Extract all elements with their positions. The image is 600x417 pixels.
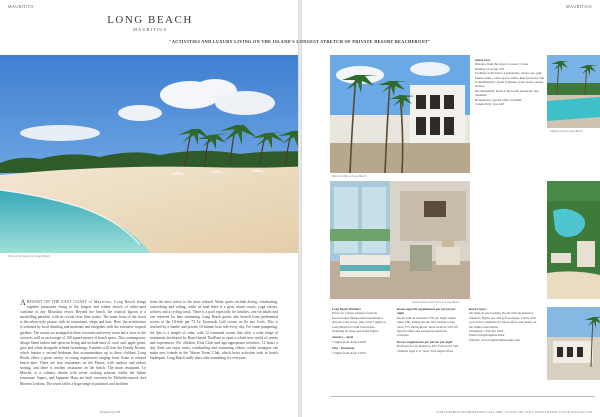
article-subtitle-text: MAURITIUS: [132, 27, 167, 32]
season-price: 7 nights from about £1979: [332, 350, 366, 355]
folio-left: Experience 88: [100, 410, 121, 414]
season-price: 7 nights from about £2199: [332, 339, 366, 344]
season-label: May - December: [332, 346, 355, 351]
right-page: [302, 0, 600, 417]
resort-specs-line: Website: www.longbeachmauritius.com: [469, 337, 520, 342]
resort-specs-line: Email: info@longbeach.mu: [469, 333, 505, 338]
article-lead: RESORT ON THE EAST COAST of Mauritius, Long Beach: [26, 300, 136, 304]
quick-facts-line: Complimentary: beach activities, water sports, tennis, archery: [475, 80, 544, 89]
quick-facts: [475, 58, 545, 106]
drop-cap: A: [20, 298, 26, 307]
beach-photo-caption: View of the beach at Long Beach: [8, 254, 50, 258]
quick-facts-line: Number of rooms: 255: [475, 66, 505, 71]
quick-facts-line: Recommended: lunch at the beach restaurant, Spa treatment: [475, 88, 539, 98]
room-supplements: [397, 307, 459, 353]
resort-specs: [469, 307, 539, 342]
resort-specs-heading: Resort Specs: [469, 307, 487, 311]
resort-specs-line: Telephone: +230 401 1919: [469, 329, 504, 334]
holiday-pricing: [332, 307, 387, 355]
quick-facts-line: Distance from the airport to resort: 1 hour: [475, 62, 529, 67]
quick-facts-line: Connectivity: free wifi: [475, 102, 505, 107]
folio-right: FOR FURTHER INFORMATION CALL 0800 123 4567 OR VISIT WWW.TRAVEL.CO.UK Experience 89: [436, 410, 592, 414]
article-title: [0, 14, 600, 26]
room-photo-caption: Deluxe Room Pool View at Long Beach: [412, 300, 460, 304]
beach-photo: [0, 55, 298, 253]
quick-facts-line: Honeymoon: special offers available: [475, 97, 522, 102]
footer-rule: [330, 396, 595, 397]
resort-specs-text: All items in one booking. Room with all-inclusive, transfers, flights, spa and golf packages. Check with your travel consultant for latest offers, and details on the online reservations.: [469, 311, 537, 329]
article-column-1: [20, 300, 146, 387]
room-supplements-text: Room with all-inclusive: £50 per night. Junior Suite: £80. Family Room: £60. Deluxe ocean view: £75. Honeymoon: bride receives 50% off. Special offers and seasonal promotions available.: [397, 315, 459, 338]
room-photo: [330, 181, 470, 299]
holiday-pricing-heading: Long Beach Holidays: [332, 307, 362, 311]
resort-supplements-heading: Resort supplements per person per night: [397, 339, 453, 344]
section-label-left: MAURITIUS: [8, 4, 34, 9]
article-col1-text: brings together passionate living to the longest and widest stretch of white-sand coastline of any Mauritius resort. Beyond the beach, the tropical lagoon is a snorkelling paradise, with its crystal clear blue waters. The main focus of the resort is the urban-style piazza, with its restaurants, shops and bars. Here, the architecture is softened by local detailing and materials and integrates with the extensive tropical gardens. The rooms are arranged in three crescents and every room has a view of the ocean as well as an average of 100 square metres of beach space. This contemporary design blend indoor and open-air living and include hues of coral and, apple green, grey and white alongside refined furnishings. Families will love the Family Rooms, which feature a second bedroom that accommodates up to three children. Long Beach offers a great variety of eating experiences ranging from Asian to relaxed beach dine. There are four restaurants on the Piazza, with outdoor and indoor seating, and there is another restaurant on the beach. The main restaurant, Le Marché, is a culinary theatre with seven cooking stations, whilst the Italian restaurant, Sapori, and Japanese Hasu are both overseen by Michelin-starred chef Moreno Cedroni. The resort offers a huge range of pastimes and facilities: [20, 300, 146, 386]
section-label-right: MAURITIUS: [566, 4, 592, 9]
resort-building-caption: Resort Lobby at Long Beach: [332, 174, 367, 178]
resort-building-photo: [330, 55, 470, 173]
left-page: [0, 0, 298, 417]
holiday-pricing-text: Prices for private transfers from Sir Seewoosagur Ramgoolam International Airport to the resort, plus a full 7 nights at Long Beach on a half board basis, including all taxes and return flights.: [332, 311, 386, 334]
article-title-text: LONG BEACH: [107, 14, 193, 26]
room-supplements-heading: Room upgrade supplements per person per night: [397, 307, 456, 316]
quick-facts-heading: Quick facts: [475, 58, 491, 62]
aerial-photo: [547, 181, 600, 299]
pool-photo-caption: Infinity pool at Long Beach: [550, 129, 583, 133]
article-subtitle: [0, 27, 600, 32]
article-tagline: "ACTIVITIES AND LUXURY LIVING ON THE ISLAND'S LONGEST STRETCH OF PRIVATE RESORT BEACHFRONT": [169, 39, 431, 44]
villa-photo: [547, 307, 600, 380]
season-label: January - April: [332, 335, 354, 340]
article-column-2: from the most active to the most relaxed. Water sports include diving, windsurfing, waterskiing and sailing, while on land there is a gym, tennis courts, yoga classes, archery and a cycling track. There is a pool especially for families, one for adults and one reserved for lane swimming. Long Beach guests also benefit from preferential access to the 18-hole par 72 Le Touessrok Golf course on Ile aux Cerfs. This is reached by a shuttle and private 10-minute boat ride every day. For some pampering, the Spa is a temple of calm, with 12 treatment rooms that offer a wide range of treatments developed by Brazil-based ThaiPaza to open a whole new world of senses and experiences. For children, Kids Club runs age-appropriate activities, 12 hours a day. Kids can enjoy treats, windsurfing and swimming clinics, whilst teenagers can make new friends in the 'Waves Teens' Club, which hosts activities such as beach barbeques. Long Beach really does offer something for everyone.: [150, 300, 278, 361]
pool-photo: [547, 55, 600, 128]
resort-supplements-text: Half board to all inclusive: £65. Full board: £40. Children aged 2-11 years. Free nights offers.: [397, 344, 459, 353]
quick-facts-line: Facilities at the hotel: 4 restaurants, 4 bars, spa, golf, fitness centre, water sports, tennis, kids and teens club: [475, 71, 545, 80]
